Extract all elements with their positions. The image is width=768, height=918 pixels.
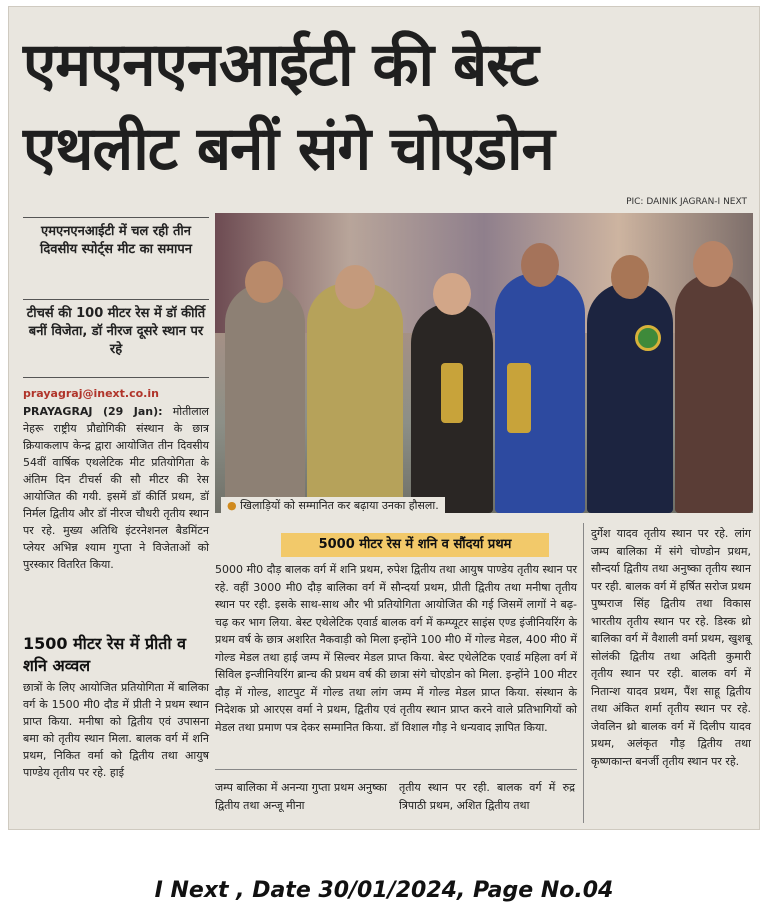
person-1 xyxy=(225,283,305,513)
bottom-column-a: जम्प बालिका में अनन्या गुप्ता प्रथम अनुष्का द्वितीय तथा अन्जू मीना xyxy=(215,781,387,812)
divider xyxy=(23,299,209,300)
bottom-column-b: तृतीय स्थान पर रही. बालक वर्ग में रुद्र त्रिपाठी प्रथम, अशित द्वितीय तथा xyxy=(399,781,575,812)
subhead-1: एमएनएनआईटी में चल रही तीन दिवसीय स्पोर्ट्स मीट का समापन xyxy=(39,224,193,257)
trophy-1 xyxy=(441,363,463,423)
headline-line-1: एमएनएनआईटी की बेस्ट xyxy=(23,30,538,100)
middle-article-text: 5000 मी0 दौड़ बालक वर्ग में शनि प्रथम, रुपेश द्वितीय तथा आयुष पाण्डेय तृतीय स्थान पर रहे. वहीं 3000 मी0 दौड़ बालिका वर्ग में सौन्दर्या प्रथम, प्रीती द्वितीय तथा मनीषा तृतीय स्थान पर रही. इसके साथ-साथ और भी प्रतियोगिता आयोजित की गई जिसमें लागों ने बढ़-चढ़ कर भाग लिया. बेस्ट एथेलेटिक एवार्ड बालक वर्ग में कम्प्यूटर साइंस एण्ड इंजीनियरिंग के प्रथम वर्ष के छात्र अशरित नैकवाड़ी को मिला इन्होंने 100 मी0 में गोल्ड मेडल, 400 मी0 में गोल्ड मेडल तथा हाई जम्प में सिल्वर मेडल प्राप्त किया. बेस्ट एथेलेटिक एवार्ड महिला वर्ग में सिविल इन्जीनियरिंग ब्रान्च की प्रथम वर्ष की छात्रा संगे चोएडोन को मिला. इन्होंने 100 मीटर दौड़ में गोल्ड, शाटपुट में गोल्ड तथा लांग जम्प में गोल्ड मेडल प्राप्त किया. संस्थान के निदेशक प्रो आरएस वर्मा ने प्रथम, द्वितीय एवं तृतीय स्थान प्राप्त करने वाले प्रतिभागियों को मेडल तथा प्रमाण पत्र देकर सम्मानित किया. डॉ विशाल गौड़ ने धन्यवाद ज्ञापित किया. xyxy=(215,563,577,734)
photo-credit: PIC: DAINIK JAGRAN-I NEXT xyxy=(626,197,747,207)
person-6 xyxy=(675,273,753,513)
award-photo xyxy=(215,213,753,513)
dateline: PRAYAGRAJ (29 Jan): xyxy=(23,405,163,418)
intro-article xyxy=(23,403,209,573)
headline-line-2: एथलीट बनीं संगे चोएडोन xyxy=(23,114,554,184)
subhead-2: टीचर्स की 100 मीटर रेस में डॉ कीर्ति बनीं विजेता, डॉ नीरज दूसरे स्थान पर रहे xyxy=(26,306,206,357)
right-column-text: दुर्गेश यादव तृतीय स्थान पर रहे. लांग जम्प बालिका में संगे चोण्डोन प्रथम, सौन्दर्या द्वितीय तथा अनुष्का तृतीय स्थान पर रही. बालक वर्ग में हर्षित सरोज प्रथम पुष्पराज सिंह द्वितीय तथा विकास भारतीय तृतीय स्थान पर रहे. डिस्क थ्रो बालिका वर्ग में वैशाली वर्मा प्रथम, खुशबू सोलंकी द्वितीय तथा अदिती कुमारी तृतीय स्थान पर रही. बालक वर्ग में नितान्श यादव प्रथम, पैंश साहू द्वितीय तथा अंकित शर्मा तृतीय स्थान पर रहे. जेवलिन थ्रो बालक वर्ग में दिलीप यादव प्रथम, अलंकृत गौड़ द्वितीय तथा कृष्णकान्त बनर्जी तृतीय स्थान पर रहे. xyxy=(591,527,751,768)
column-divider xyxy=(583,523,584,823)
trophy-2 xyxy=(507,363,531,433)
person-2 xyxy=(307,283,403,513)
newspaper-clipping xyxy=(8,6,760,830)
badge-rosette xyxy=(635,325,661,351)
person-6-head xyxy=(693,241,733,287)
divider xyxy=(215,769,577,770)
person-3-head xyxy=(433,273,471,315)
person-1-head xyxy=(245,261,283,303)
section-1500-heading: 1500 मीटर रेस में प्रीती व शनि अव्वल xyxy=(23,634,187,675)
section-1500-text: छात्रों के लिए आयोजित प्रतियोगिता में बालिका वर्ग के 1500 मी0 दौड में प्रीती ने प्रथम स्थान प्राप्त किया. मनीषा को द्वितीय एवं उपासना बमा को तृतीय स्थान मिला. बालक वर्ग में शनि प्रथम, निकित वर्मा को द्वितीय तथा आयुष पाण्डेय तृतीय पर रहे. हाई xyxy=(23,681,209,779)
person-5 xyxy=(587,283,673,513)
divider xyxy=(23,377,209,378)
bullet-icon: ● xyxy=(227,499,237,512)
reporter-email: prayagraj@inext.co.in xyxy=(23,387,159,400)
person-5-head xyxy=(611,255,649,299)
person-2-head xyxy=(335,265,375,309)
photo-caption-text: खिलाड़ियों को सम्मानित कर बढ़ाया उनका हौसला. xyxy=(240,499,439,512)
person-4-head xyxy=(521,243,559,287)
source-footer: I Next , Date 30/01/2024, Page No.04 xyxy=(154,878,614,903)
photo-caption xyxy=(221,497,445,514)
divider xyxy=(23,217,209,218)
intro-text: मोतीलाल नेहरू राष्ट्रीय प्रौद्योगिकी संस्थान के छात्र क्रियाकलाप केन्द्र द्वारा आयोजित तीन दिवसीय 54वीं वार्षिक एथलेटिक मीट प्रतियोगिता के अंतिम दिन टीचर्स की सौ मीटर की रेस आयोजित की गयी. इसमें डॉ कीर्ति प्रथम, डॉ निर्मल द्वितीय और डॉ नीरज चौधरी तृतीय स्थान पर रहे. मुख्य अतिथि इंटरनेशनल बैडमिंटन प्लेयर अभिन्न श्याम गुप्ता ने विजेताओं को पुरस्कार वितरित किया. xyxy=(23,405,210,571)
section-5000-banner: 5000 मीटर रेस में शनि व सौंदर्या प्रथम xyxy=(281,533,549,557)
